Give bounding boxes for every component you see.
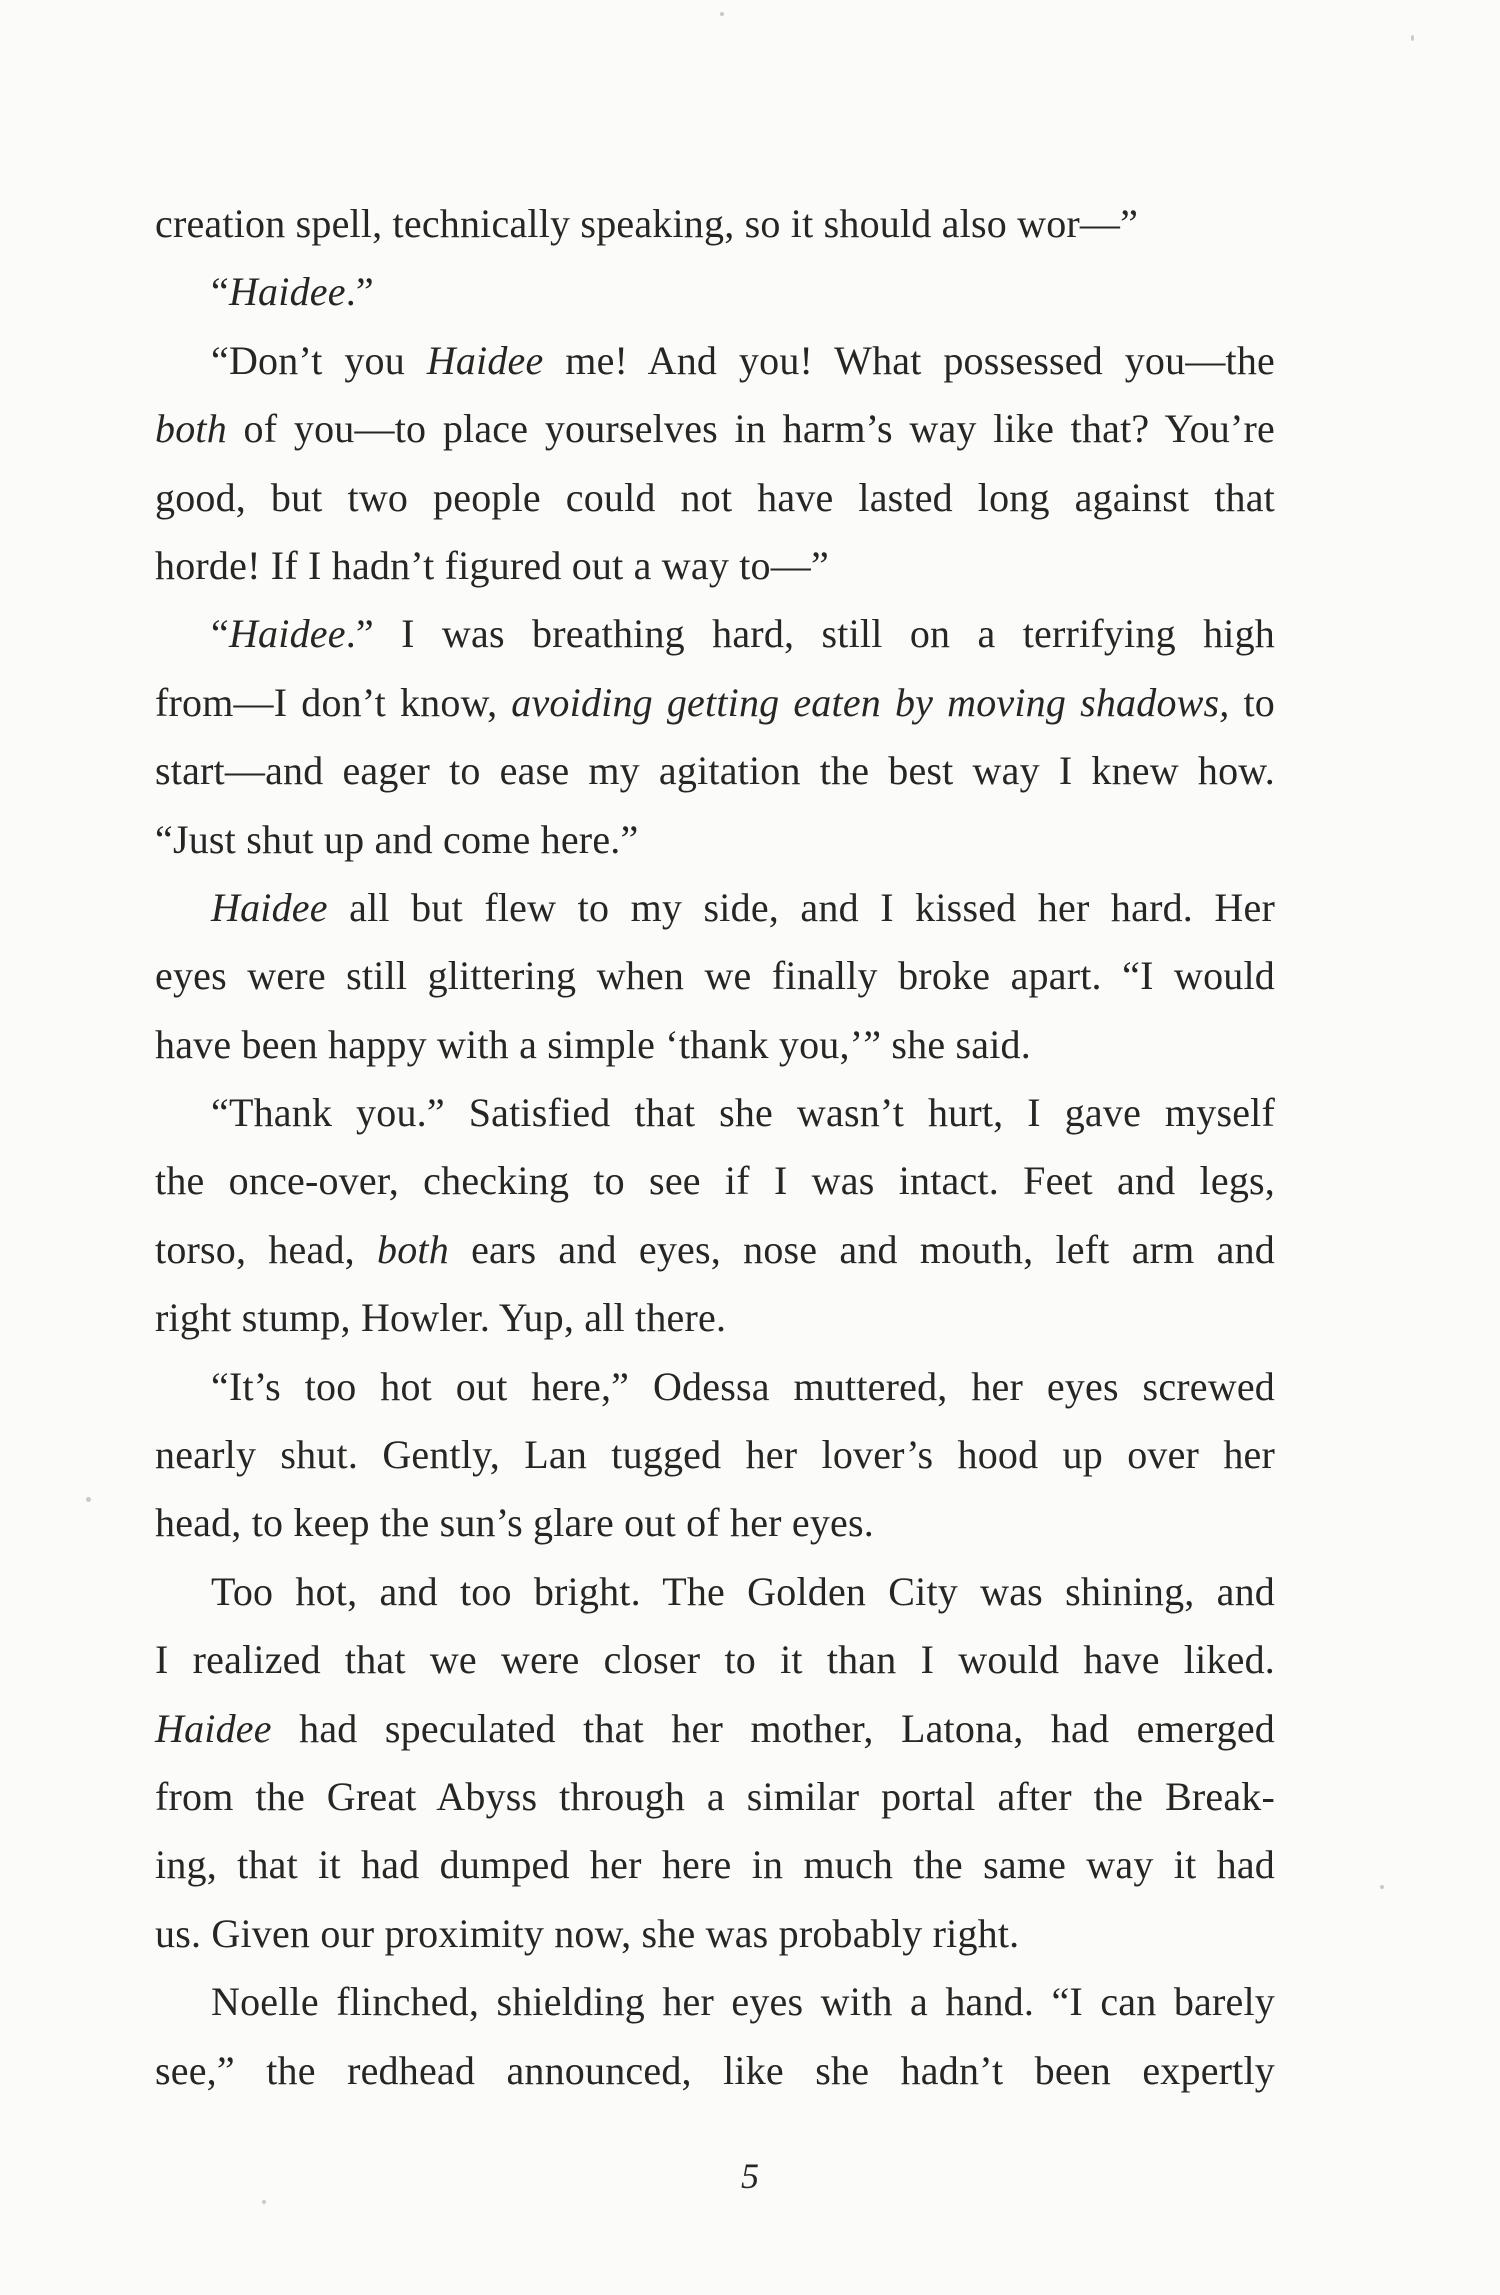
text-line: Haidee had speculated that her mother, Latona, had emerged	[155, 1705, 1275, 1751]
text-line: start—and eager to ease my agitation the best way I knew how.	[155, 748, 1275, 794]
text-line: eyes were still glittering when we finally broke apart. “I would	[155, 953, 1275, 999]
scan-speck	[86, 1497, 91, 1502]
text-line: Haidee all but flew to my side, and I kissed her hard. Her	[211, 884, 1275, 930]
scan-speck	[262, 2200, 266, 2204]
text-line: have been happy with a simple ‘thank you,’” she said.	[155, 1021, 1031, 1067]
text-line: ing, that it had dumped her here in much the same way it had	[155, 1842, 1275, 1888]
scan-speck	[1411, 35, 1414, 41]
text-line: right stump, Howler. Yup, all there.	[155, 1295, 727, 1341]
text-line: “Haidee.” I was breathing hard, still on a terrifying high	[211, 611, 1275, 657]
text-line: I realized that we were closer to it than I would have liked.	[155, 1637, 1275, 1683]
text-line: the once-over, checking to see if I was intact. Feet and legs,	[155, 1158, 1275, 1204]
scan-speck	[720, 12, 724, 16]
text-line: head, to keep the sun’s glare out of her eyes.	[155, 1500, 874, 1546]
text-line: “Don’t you Haidee me! And you! What possessed you—the	[211, 337, 1275, 383]
text-line: nearly shut. Gently, Lan tugged her lover’s hood up over her	[155, 1432, 1275, 1478]
text-line: Noelle flinched, shielding her eyes with a hand. “I can barely	[211, 1979, 1275, 2025]
text-line: “It’s too hot out here,” Odessa muttered, her eyes screwed	[211, 1363, 1275, 1409]
text-line: torso, head, both ears and eyes, nose and mouth, left arm and	[155, 1226, 1275, 1272]
page-number: 5	[741, 2156, 759, 2196]
text-line: both of you—to place yourselves in harm’s way like that? You’re	[155, 406, 1275, 452]
text-line: “Just shut up and come here.”	[155, 816, 639, 862]
text-line: creation spell, technically speaking, so it should also wor—”	[155, 201, 1139, 246]
text-line: from—I don’t know, avoiding getting eaten by moving shadows, to	[155, 679, 1276, 725]
text-line: “Haidee.”	[211, 269, 374, 315]
scan-speck	[1380, 1885, 1384, 1889]
text-line: from the Great Abyss through a similar portal after the Break-	[155, 1773, 1275, 1819]
text-line: see,” the redhead announced, like she hadn’t been expertly	[155, 2047, 1275, 2093]
text-line: “Thank you.” Satisfied that she wasn’t hurt, I gave myself	[211, 1090, 1275, 1136]
text-line: Too hot, and too bright. The Golden City was shining, and	[211, 1568, 1275, 1614]
text-line: us. Given our proximity now, she was probably right.	[155, 1910, 1020, 1956]
body-text	[155, 190, 1275, 2105]
text-line: horde! If I hadn’t figured out a way to—”	[155, 542, 829, 588]
text-line: good, but two people could not have lasted long against that	[155, 474, 1275, 520]
